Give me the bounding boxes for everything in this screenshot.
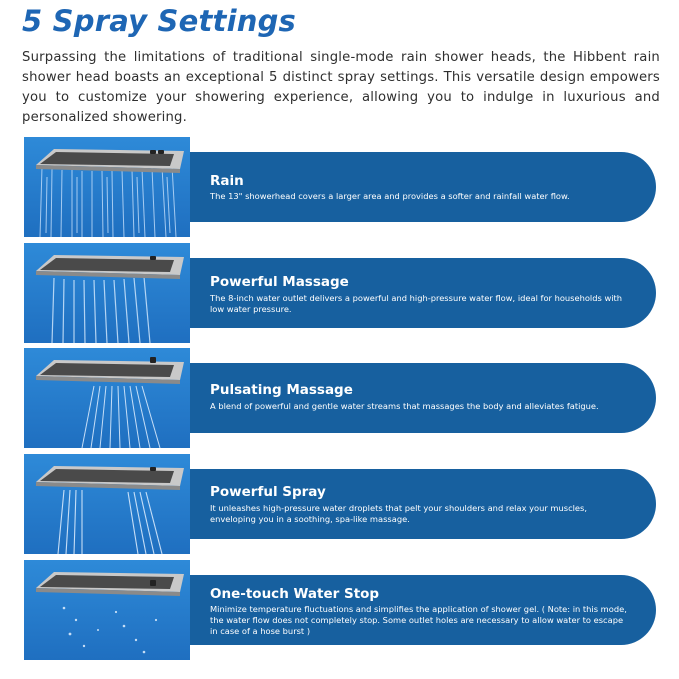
setting-title: Rain [210,173,244,189]
shower-head-pulsating-icon [24,348,190,448]
setting-description: It unleashes high-pressure water droplets that pelt your shoulders and relax your muscles, enveloping you in a soothing, spa-like massage. [210,503,588,524]
shower-head-massage-icon [24,243,190,343]
shower-head-rain-icon [24,137,190,237]
setting-title: Powerful Massage [210,274,349,290]
setting-panel-pulsating-massage [190,363,656,433]
setting-panel-rain [190,152,656,222]
setting-title: Powerful Spray [210,484,326,500]
shower-head-water-stop-icon [24,560,190,660]
setting-title: Pulsating Massage [210,382,353,398]
page-title: 5 Spray Settings [22,4,296,38]
setting-row-pulsating-massage [0,348,679,450]
setting-row-powerful-massage [0,243,679,345]
setting-description: The 8-inch water outlet delivers a powerful and high-pressure water flow, ideal for households with low water pressure. [210,293,623,314]
setting-description: The 13" showerhead covers a larger area and provides a softer and rainfall water flow. [210,191,570,201]
setting-panel-water-stop [190,575,656,645]
setting-row-water-stop [0,560,679,662]
setting-row-rain [0,137,679,239]
setting-title: One-touch Water Stop [210,586,380,602]
setting-panel-powerful-massage [190,258,656,328]
setting-panel-powerful-spray [190,469,656,539]
intro-paragraph: Surpassing the limitations of traditional single-mode rain shower heads, the Hibbent rain shower head boasts an exceptional 5 distinct spray settings. This versatile design empowers you to customize your showering experience, allowing you to indulge in luxurious and personalized showering. [22,50,660,125]
setting-description: A blend of powerful and gentle water streams that massages the body and alleviates fatigue. [210,401,599,411]
shower-head-spray-icon [24,454,190,554]
setting-description: Minimize temperature fluctuations and simplifies the application of shower gel. ( Note: in this mode, the water flow does not completely stop. Some outlet holes are necessary to allow water to escape in case of a hose burst ) [210,604,627,636]
setting-row-powerful-spray [0,454,679,556]
